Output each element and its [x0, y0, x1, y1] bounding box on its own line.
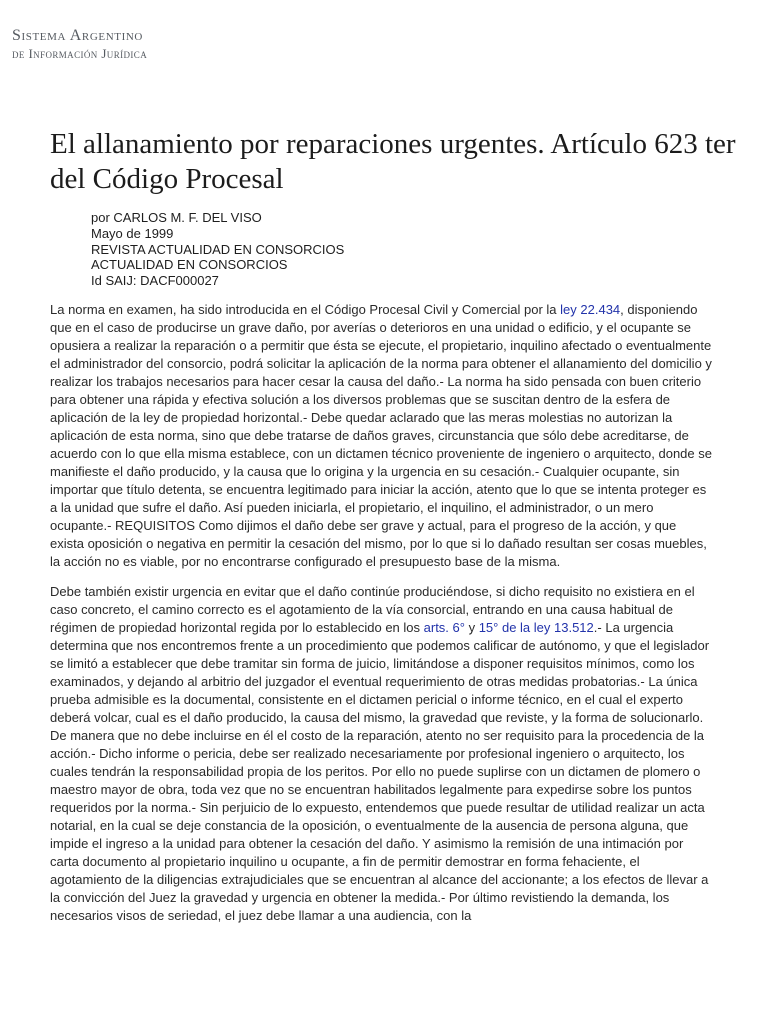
- article-section: ACTUALIDAD EN CONSORCIOS: [91, 257, 288, 273]
- law-22434-link[interactable]: ley 22.434: [560, 302, 621, 317]
- article-date: Mayo de 1999: [91, 225, 174, 241]
- paragraph-1-text-a: La norma en examen, ha sido introducida en el Código Procesal Civil y Comercial por la: [50, 302, 561, 317]
- article-journal: REVISTA ACTUALIDAD EN CONSORCIOS: [91, 241, 345, 257]
- art-6-link[interactable]: arts. 6°: [423, 620, 465, 635]
- paragraph-2: [50, 583, 712, 925]
- art-15-law-13512-link[interactable]: 15° de la ley 13.512: [478, 620, 594, 635]
- article-title: El allanamiento por reparaciones urgentes. Artículo 623 ter del Código Procesal: [50, 128, 736, 195]
- saij-logo[interactable]: [12, 28, 147, 60]
- paragraph-2-text-mid: y: [464, 620, 479, 635]
- paragraph-2-text-a: Debe también existir urgencia en evitar que el daño continúe produciéndose, si dicho requisito no existiera en el caso concreto, el camino correcto es el agotamiento de la vía consorcial, entrando en una causa habitual de régimen de propiedad horizontal regida por lo establecido en los: [50, 584, 695, 635]
- paragraph-1: [50, 301, 712, 571]
- logo-line-1: Sistema Argentino: [12, 27, 143, 44]
- article-author: por CARLOS M. F. DEL VISO: [91, 210, 262, 225]
- article-body: [50, 301, 712, 937]
- paragraph-2-text-b: .- La urgencia determina que nos encontremos frente a un procedimiento que podemos calificar de autónomo, y que el legislador se limitó a establecer que debe tramitar sin forma de juicio, limitándose a disponer requisitos mínimos, como los examinados, y dejando al arbitrio del juzgador el eventual requerimiento de otras medidas probatorias.- La única prueba admisible es la documental, consistente en el dictamen pericial o informe técnico, en el cual el experto deberá volcar, cual es el daño producido, la causa del mismo, la gravedad que reviste, y la forma de solucionarlo. De manera que no debe incluirse en él el costo de la reparación, atento no ser requisito para la procedencia de la acción.- Dicho informe o pericia, debe ser realizado necesariamente por profesional ingeniero o arquitecto, los cuales tendrán la responsabilidad propia de los peritos. Por ello no puede suplirse con un dictamen de plomero o maestro mayor de obra, toda vez que no se encuentran habilitados legalmente para expedirse sobre los puntos requeridos por la norma.- Sin perjuicio de lo expuesto, entendemos que puede resultar de utilidad realizar un acta notarial, en la cual se deje constancia de la oposición, o eventualmente de la ausencia de persona alguna, que impide el ingreso a la unidad para obtener la cesación del daño. Y asimismo la remisión de una intimación por carta documento al propietario inquilino u ocupante, a fin de permitir demostrar en forma fehaciente, el agotamiento de la diligencias extrajudiciales que se encuentran al alcance del accionante; a los efectos de llevar a la convicción del Juez la gravedad y urgencia en obtener la medida.- Por último revistiendo la demanda, los necesarios visos de seriedad, el juez debe llamar a una audiencia, con la: [50, 620, 710, 923]
- paragraph-1-text-b: , disponiendo que en el caso de producirse un grave daño, por averías o deterioros en una unidad o edificio, y el ocupante se opusiera a realizar la reparación o a permitir que ésta se ejecute, el propietario, inquilino afectado o eventualmente el administrador del consorcio, podrá solicitar la aplicación de la norma para obtener el allanamiento del domicilio y realizar los trabajos necesarios para hacer cesar la causa del daño.- La norma ha sido pensada con buen criterio para obtener una rápida y efectiva solución a los diversos problemas que se suscitan dentro de la esfera de aplicación de la ley de propiedad horizontal.- Debe quedar aclarado que las meras molestias no autorizan la aplicación de esta norma, sino que debe tratarse de daños graves, circunstancia que sólo debe acreditarse, de acuerdo con lo que ella misma establece, con un dictamen técnico proveniente de ingeniero o arquitecto, donde se manifieste el daño producido, y la causa que lo origina y la urgencia en su cesación.- Cualquier ocupante, sin importar que título detenta, se encuentra legitimado para iniciar la acción, atento que lo que se intenta proteger es a la unidad que sufre el daño. Así pueden iniciarla, el propietario, el inquilino, el administrador, o un mero ocupante.- REQUISITOS Como dijimos el daño debe ser grave y actual, para el progreso de la acción, y que exista oposición o negativa en permitir la cesación del mismo, por lo que si lo dañado resultan ser cosas muebles, la acción no es viable, por no encontrarse configurado el presupuesto base de la misma.: [50, 302, 712, 569]
- article-metadata: [91, 210, 344, 289]
- article-id: Id SAIJ: DACF000027: [91, 273, 219, 289]
- logo-line-2: de Información Jurídica: [12, 46, 148, 61]
